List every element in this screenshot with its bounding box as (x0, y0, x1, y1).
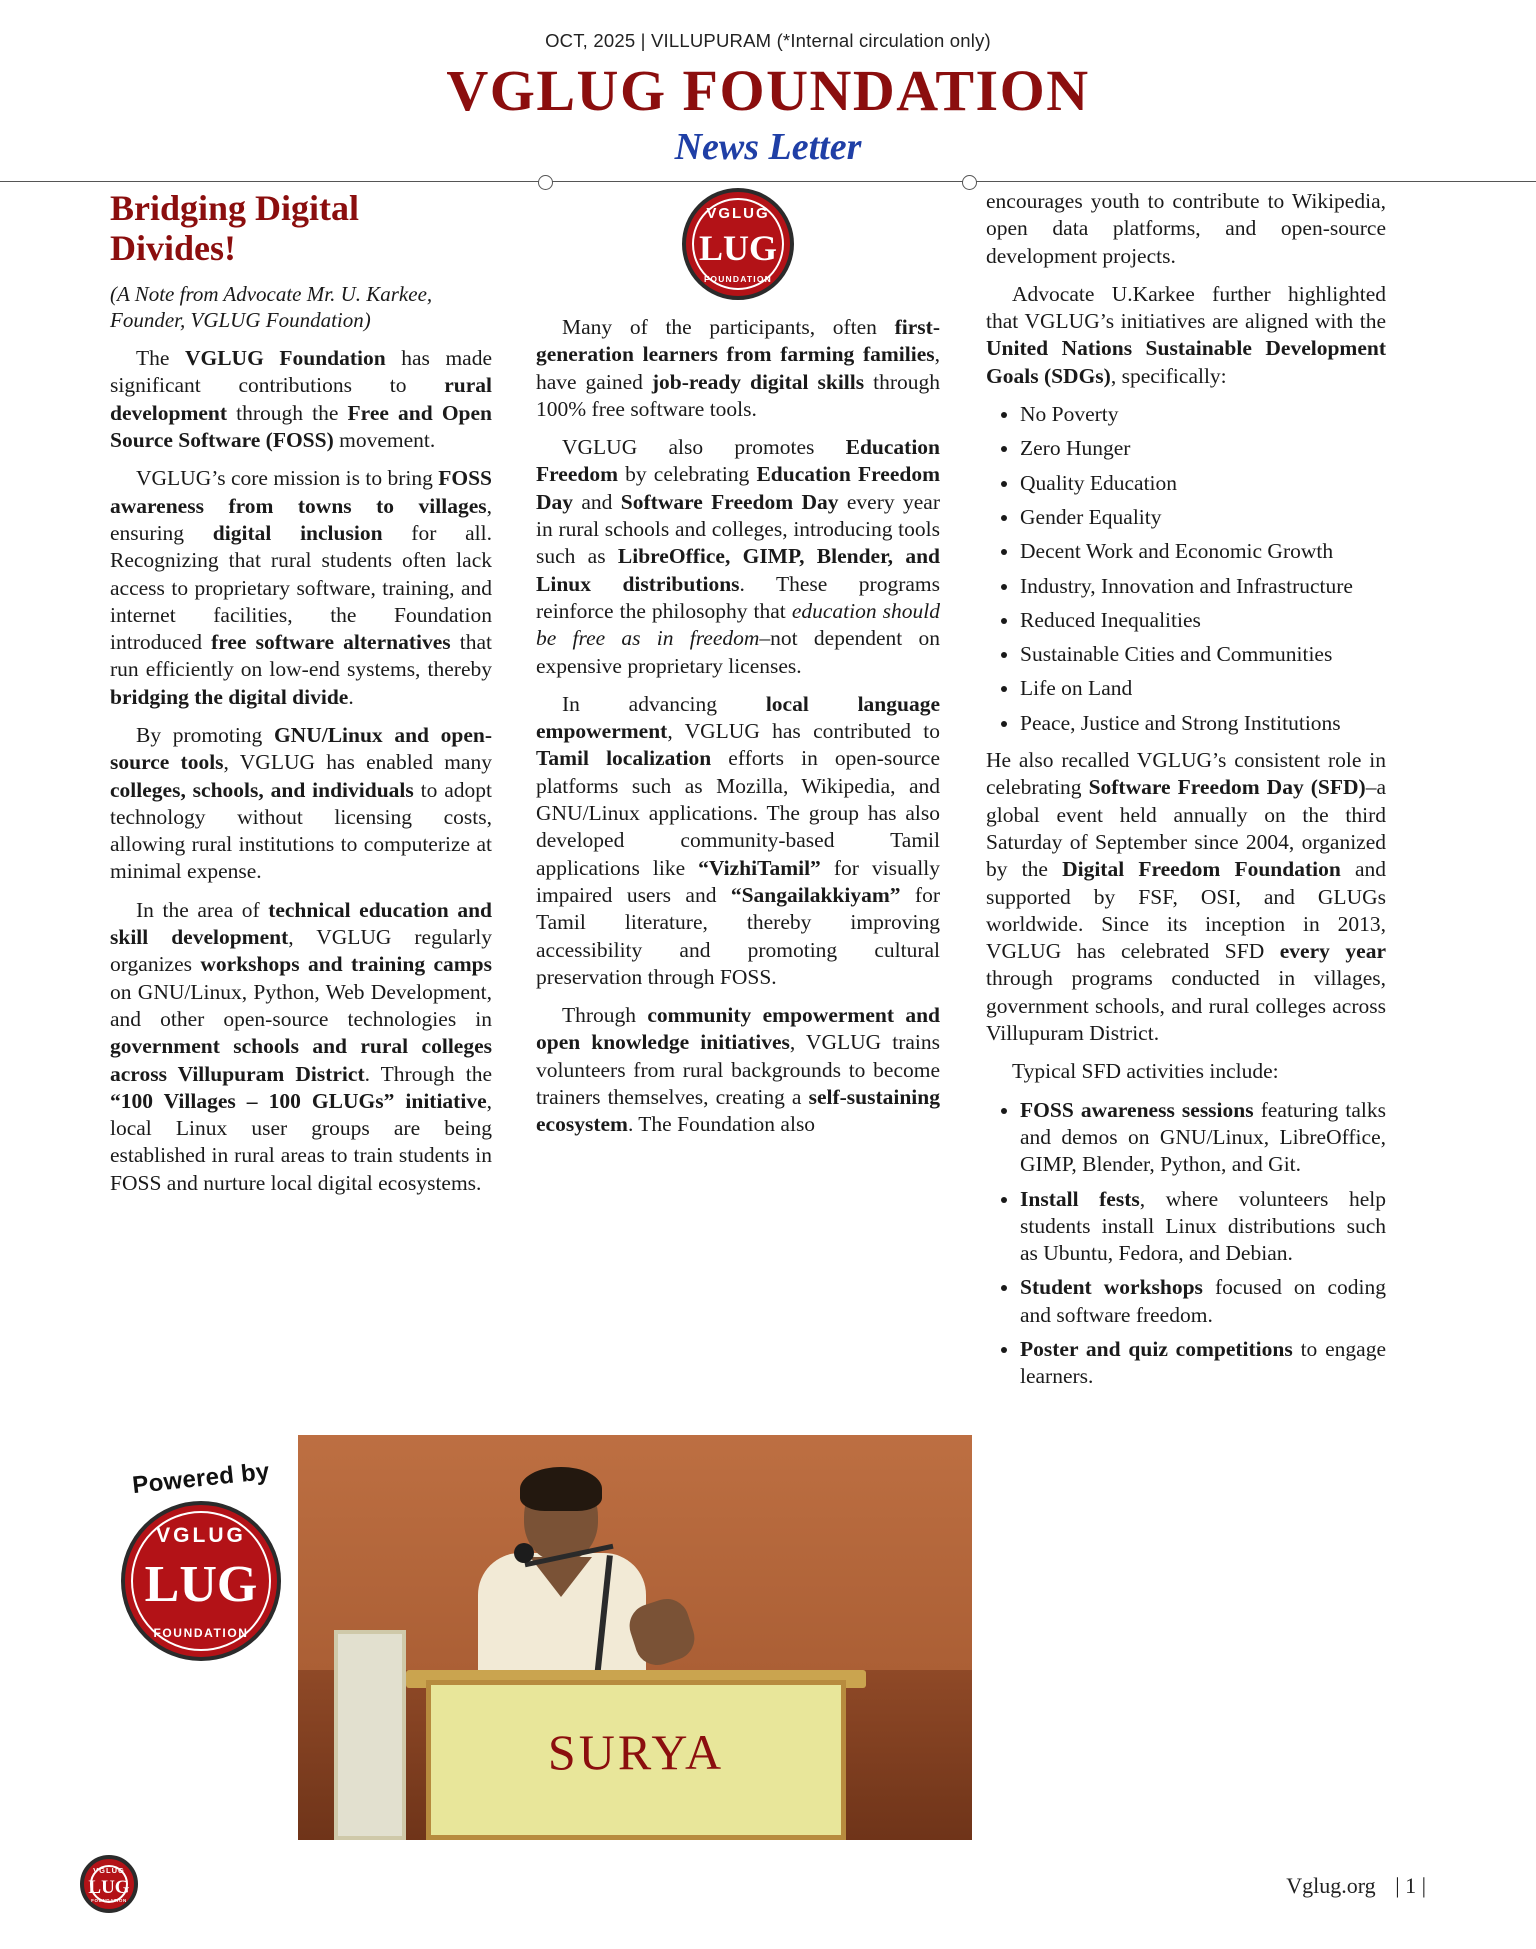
list-item: • Zero Hunger (1020, 435, 1386, 462)
badge-top-text: VGLUG (93, 1866, 125, 1875)
divider-line (0, 181, 1536, 182)
vglug-logo (662, 188, 814, 300)
badge-bottom-text: FOUNDATION (703, 274, 773, 284)
page-subtitle: News Letter (674, 126, 862, 168)
badge-mid-text: LUG (88, 1877, 130, 1898)
photo-block (110, 1435, 972, 1840)
paragraph: Many of the participants, often first-generation learners from farming families, have gained job-ready digital skills through 100% free software tools. (536, 315, 940, 421)
podium (426, 1680, 846, 1840)
vglug-badge-icon (682, 188, 794, 300)
footer-logo (80, 1855, 138, 1913)
list-item: • Reduced Inequalities (1020, 607, 1386, 634)
paragraph: By promoting GNU/Linux and open-source tools, VGLUG has enabled many colleges, schools, and individuals to adopt technology without licensing costs, allowing rural institutions to computerize at minimal expense. (110, 722, 492, 884)
paragraph: encourages youth to contribute to Wikipedia, open data platforms, and open-source development projects. (986, 189, 1386, 268)
podium-label: SURYA (547, 1724, 725, 1780)
speaker-hair (520, 1467, 602, 1511)
page-number: | 1 | (1395, 1873, 1426, 1898)
list-item: • No Poverty (1020, 401, 1386, 428)
badge-bottom-text: FOUNDATION (153, 1626, 249, 1640)
badge-mid-text: LUG (698, 228, 777, 268)
footer-site: Vglug.org (1286, 1873, 1376, 1898)
section-heading: Bridging Digital Divides! (110, 188, 360, 269)
paragraph: The VGLUG Foundation has made significant contributions to rural development through the Free and Open Source Software (FOSS) movement. (110, 346, 492, 453)
byline: (A Note from Advocate Mr. U. Karkee, Founder, VGLUG Foundation) (110, 281, 433, 332)
masthead (0, 0, 1536, 166)
column-three (962, 188, 1386, 1401)
event-photo (298, 1435, 972, 1840)
microphone-icon (514, 1543, 534, 1563)
list-item: • Life on Land (1020, 675, 1386, 702)
column-one (110, 188, 514, 1401)
list-item: • Install fests, where volunteers help students install Linux distributions such as Ubuntu, Fedora, and Debian. (1020, 1186, 1386, 1268)
list-item: • Peace, Justice and Strong Institutions (1020, 710, 1386, 737)
list-item: • Gender Equality (1020, 504, 1386, 531)
badge-mid-text: LUG (144, 1556, 258, 1613)
list-item: • Industry, Innovation and Infrastructure (1020, 573, 1386, 600)
paragraph: VGLUG also promotes Education Freedom by celebrating Education Freedom Day and Software Freedom Day every year in rural schools and colleges, introducing tools such as LibreOffice, GIMP, Blender, and Linux distributions. These programs reinforce the philosophy that education should be free as in freedom–not dependent on expensive proprietary licenses. (536, 435, 940, 678)
paragraph: Advocate U.Karkee further highlighted that VGLUG’s initiatives are aligned with the United Nations Sustainable Development Goals (SDGs), specifically: (986, 281, 1386, 388)
paragraph: He also recalled VGLUG’s consistent role in celebrating Software Freedom Day (SFD)–a global event held annually on the third Saturday of September since 2004, organized by the Digital Freedom Foundation and supported by FSF, OSI, and GLUGs worldwide. Since its inception in 2013, VGLUG has celebrated SFD every year through programs conducted in villages, government schools, and rural colleges across Villupuram District. (986, 748, 1386, 1046)
list-item: • Poster and quiz competitions to engage learners. (1020, 1336, 1386, 1391)
paragraph: Typical SFD activities include: (1012, 1059, 1279, 1084)
badge-top-text: VGLUG (156, 1524, 246, 1547)
sfd-activities-list (986, 1097, 1386, 1391)
list-item: • Quality Education (1020, 470, 1386, 497)
list-item: • Student workshops focused on coding and software freedom. (1020, 1274, 1386, 1329)
badge-bottom-text: FOUNDATION (91, 1898, 127, 1903)
paragraph: In the area of technical education and skill development, VGLUG regularly organizes workshops and training camps on GNU/Linux, Python, Web Development, and other open-source technologies in government schools and rural colleges across Villupuram District. Through the “100 Villages – 100 GLUGs” initiative, local Linux user groups are being established in rural areas to train students in FOSS and nurture local digital ecosystems. (110, 897, 492, 1195)
issue-line: OCT, 2025 | VILLUPURAM (*Internal circulation only) (545, 30, 991, 51)
list-item: • Decent Work and Economic Growth (1020, 538, 1386, 565)
powered-by-label: Powered by (131, 1457, 271, 1500)
paragraph: VGLUG’s core mission is to bring FOSS awareness from towns to villages, ensuring digital inclusion for all. Recognizing that rural students often lack access to proprietary software, training, and internet facilities, the Foundation introduced free software alternatives that run efficiently on low-end systems, thereby bridging the digital divide. (110, 466, 492, 709)
column-two (514, 188, 962, 1401)
list-item: • Sustainable Cities and Communities (1020, 641, 1386, 668)
photo-side-panel (334, 1630, 406, 1840)
vglug-badge-icon-small (80, 1855, 138, 1913)
page-title: VGLUG FOUNDATION (446, 58, 1090, 123)
paragraph: Through community empowerment and open knowledge initiatives, VGLUG trains volunteers from rural backgrounds to become trainers themselves, creating a self-sustaining ecosystem. The Foundation also (536, 1003, 940, 1137)
badge-top-text: VGLUG (706, 205, 770, 222)
sdg-list (986, 401, 1386, 737)
footer-right (1286, 1873, 1426, 1899)
list-item: • FOSS awareness sessions featuring talks and demos on GNU/Linux, LibreOffice, GIMP, Blender, Python, and Git. (1020, 1097, 1386, 1179)
powered-by-block (110, 1435, 292, 1840)
article-columns (110, 188, 1430, 1401)
page-footer (0, 1855, 1536, 1913)
vglug-badge-icon-large (121, 1501, 281, 1661)
paragraph: In advancing local language empowerment, VGLUG has contributed to Tamil localization efforts in open-source platforms such as Mozilla, Wikipedia, and GNU/Linux applications. The group has also developed community-based Tamil applications like “VizhiTamil” for visually impaired users and “Sangailakkiyam” for Tamil literature, thereby improving accessibility and promoting cultural preservation through FOSS. (536, 691, 941, 989)
